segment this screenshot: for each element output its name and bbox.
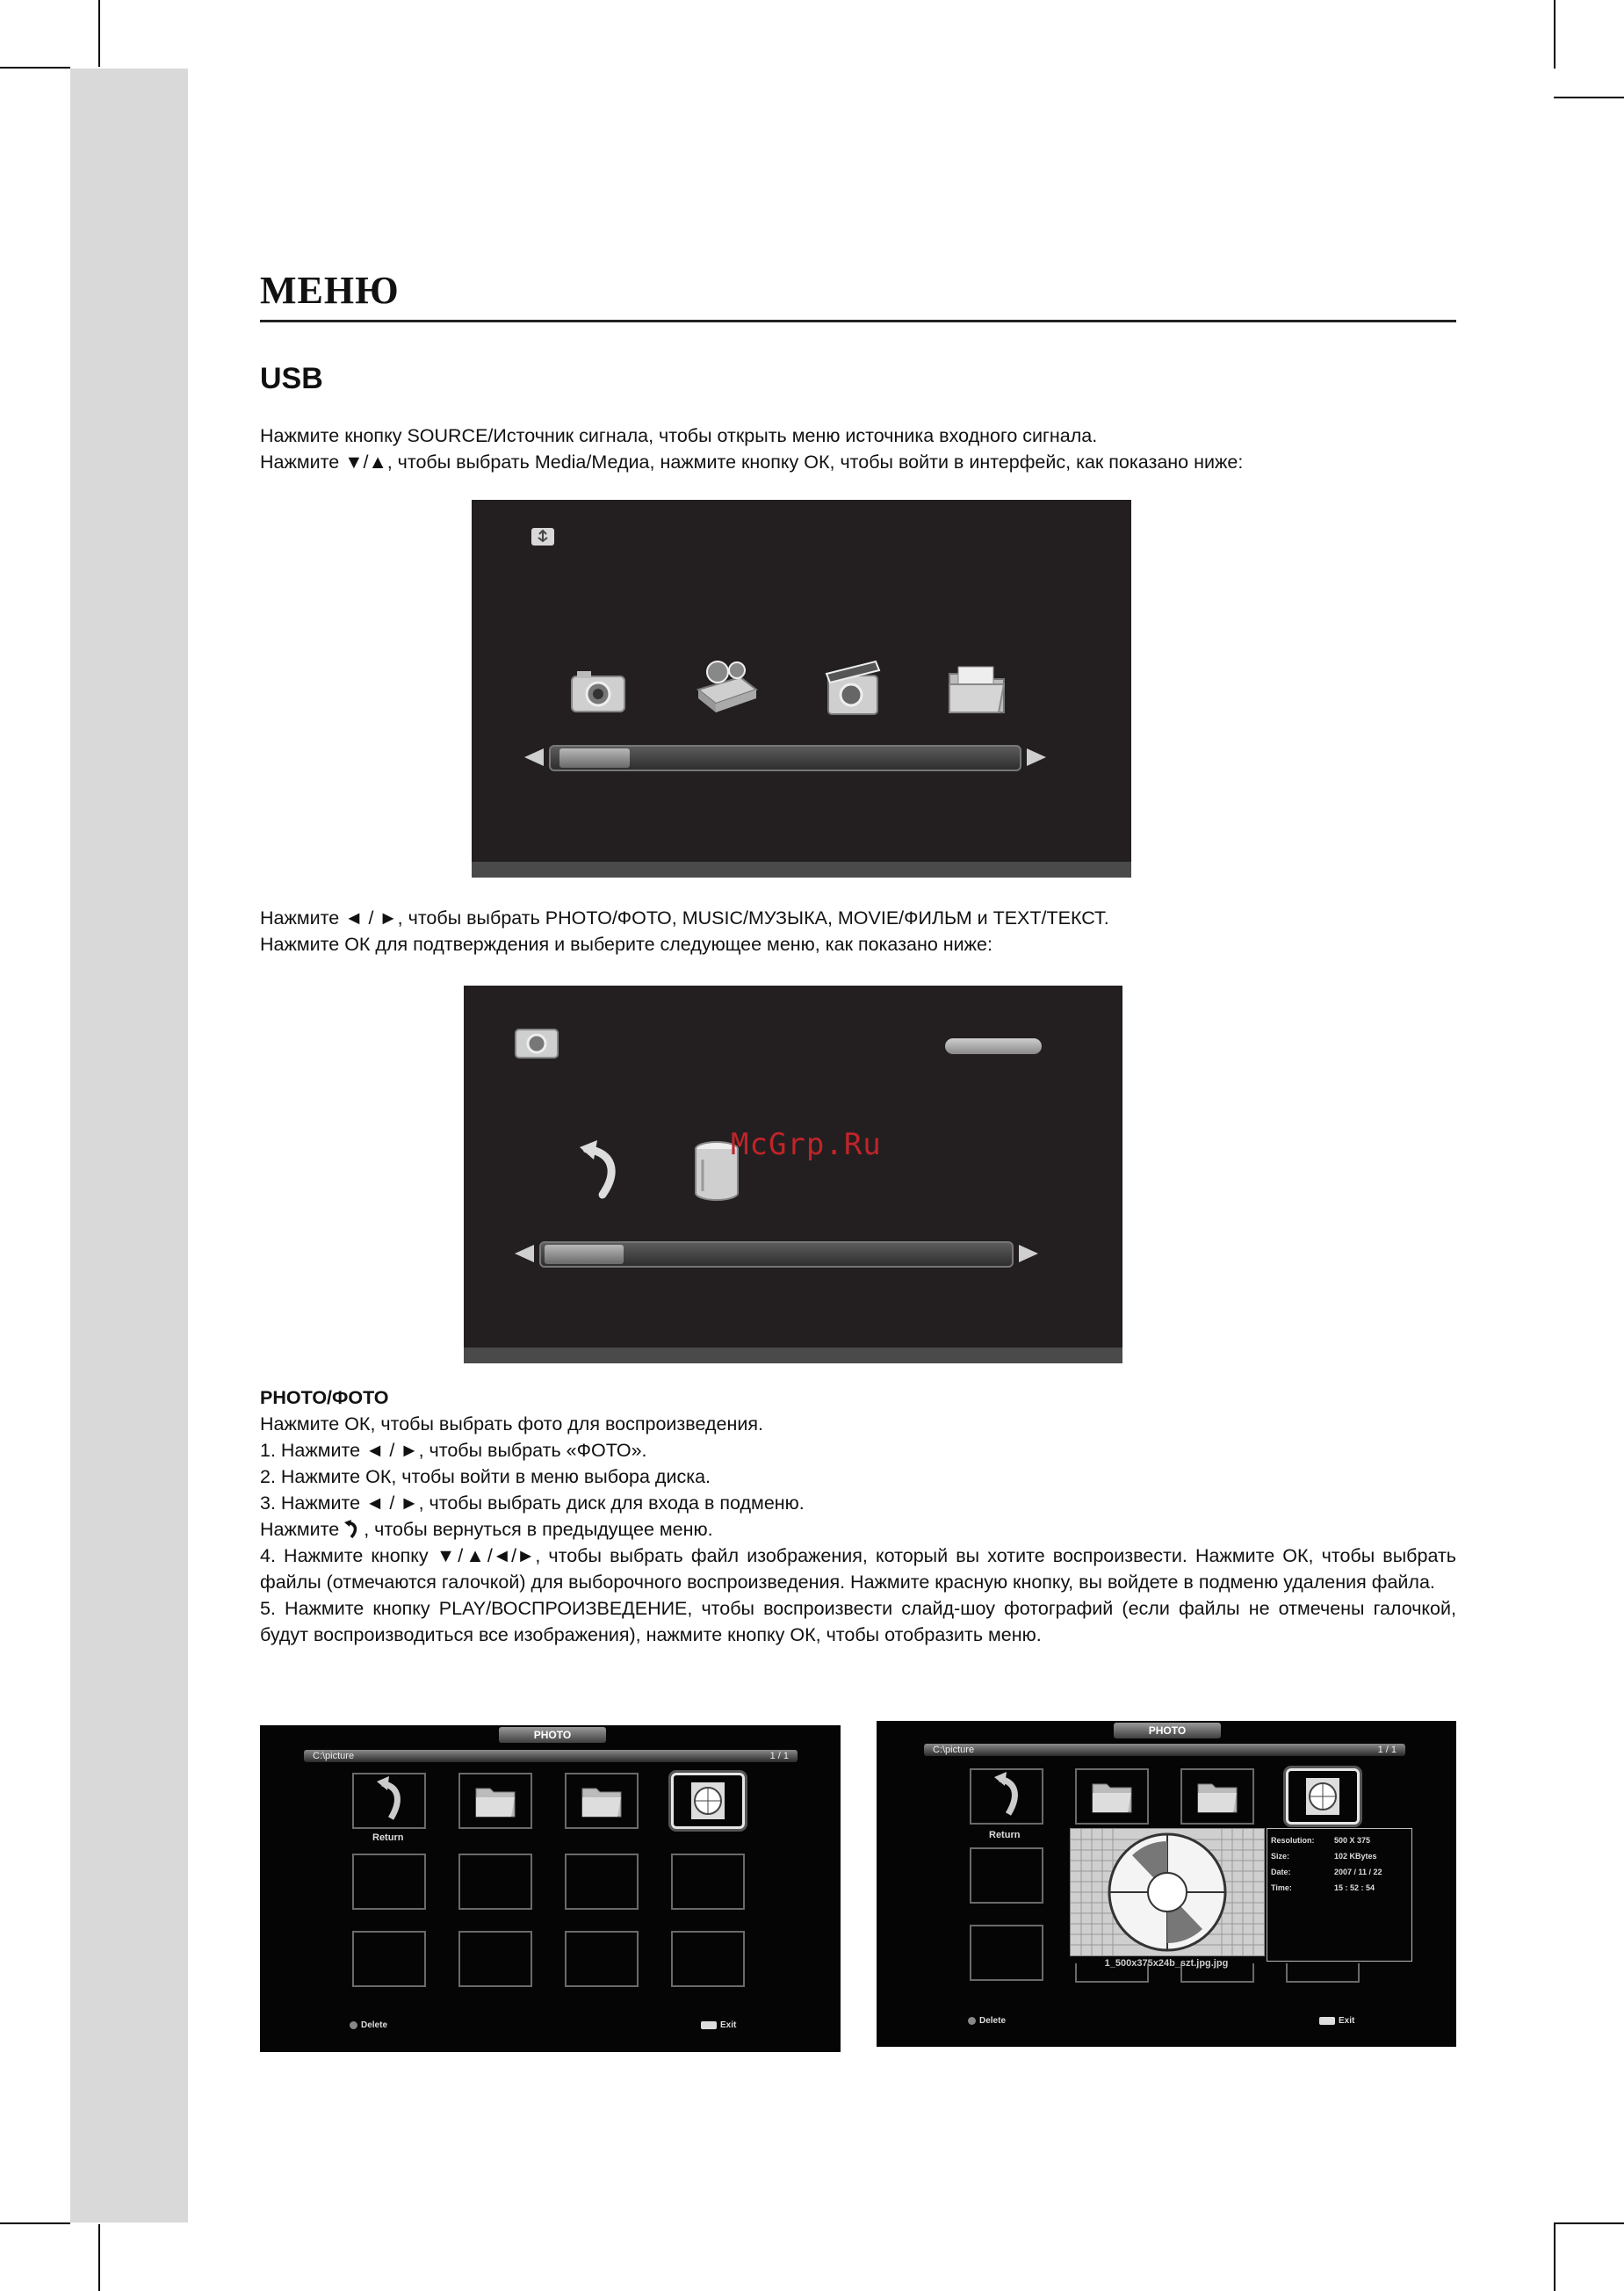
return-prefix: Нажмите — [260, 1519, 340, 1540]
return-arrow-icon — [354, 1774, 424, 1827]
instruction-step-4: 4. Нажмите кнопку ▼/▲/◄/►, чтобы выбрать файл изображения, который вы хотите воспроизвести. Нажмите ОК, чтобы выбрать файлы (отмечаются галочкой) для выборочного воспроизведения. Нажмите красную кнопку, вы войдете в подменю удаления файла. — [260, 1545, 1456, 1593]
info-label: Size: — [1271, 1852, 1290, 1861]
info-value: 15 : 52 : 54 — [1334, 1883, 1375, 1892]
empty-cell[interactable] — [352, 1854, 426, 1910]
watermark: McGrp.Ru — [731, 1127, 882, 1162]
return-arrow-icon — [971, 1770, 1042, 1823]
return-suffix: , чтобы вернуться в предыдущее меню. — [364, 1519, 713, 1540]
folder-cell[interactable] — [458, 1773, 532, 1829]
info-label: Time: — [1271, 1883, 1292, 1892]
empty-cell[interactable] — [352, 1931, 426, 1987]
crop-mark — [0, 67, 70, 69]
scroll-right-arrow[interactable] — [1019, 1245, 1038, 1262]
title-divider — [260, 320, 1456, 322]
instruction-line: 1. Нажмите ◄ / ►, чтобы выбрать «ФОТО». — [260, 1440, 647, 1461]
photo-header: PHOTO — [1114, 1723, 1221, 1738]
empty-cell[interactable] — [565, 1854, 639, 1910]
scroll-knob[interactable] — [545, 1245, 624, 1264]
empty-cell-partial[interactable] — [1286, 1963, 1360, 1983]
info-resolution-row — [1271, 1836, 1371, 1845]
image-file-cell-selected[interactable] — [671, 1773, 745, 1829]
folder-cell[interactable] — [565, 1773, 639, 1829]
screen-bottom-strip — [472, 862, 1131, 878]
photo-camera-icon[interactable] — [568, 664, 628, 717]
instruction-step-5: 5. Нажмите кнопку PLAY/ВОСПРОИЗВЕДЕНИЕ, чтобы воспроизвести слайд-шоу фотографий (если файлы не отмечены галочкой, будут воспроизводиться все изображения), нажмите кнопку ОК, чтобы отобразить меню. — [260, 1598, 1456, 1645]
empty-cell[interactable] — [671, 1931, 745, 1987]
music-projector-icon[interactable] — [691, 658, 761, 718]
path-label: C:\picture — [933, 1745, 975, 1755]
empty-cell[interactable] — [970, 1847, 1043, 1904]
crop-mark — [98, 2224, 100, 2291]
red-button-icon — [968, 2017, 976, 2025]
path-bar — [304, 1750, 798, 1762]
page-title: МЕНЮ — [260, 269, 400, 312]
exit-hint — [1319, 2016, 1354, 2026]
scroll-knob[interactable] — [559, 748, 630, 768]
path-bar — [924, 1744, 1405, 1756]
image-file-cell-selected[interactable] — [1286, 1768, 1360, 1825]
scroll-left-arrow[interactable] — [524, 748, 544, 766]
folder-icon — [1077, 1770, 1147, 1823]
text-folder-icon[interactable] — [946, 661, 1007, 716]
return-arrow-icon — [344, 1520, 358, 1539]
return-label: Return — [372, 1832, 404, 1843]
info-value: 500 X 375 — [1334, 1836, 1371, 1845]
image-thumbnail-icon — [1288, 1771, 1357, 1822]
media-menu-screen — [472, 500, 1131, 878]
disk-scrollbar[interactable] — [539, 1241, 1014, 1268]
instruction-line: Нажмите ◄ / ►, чтобы выбрать PHOTO/ФОТО, MUSIC/МУЗЫКА, MOVIE/ФИЛЬМ и TEXT/ТЕКСТ. — [260, 907, 1109, 929]
photo-browser-screen — [260, 1725, 841, 2052]
delete-hint — [968, 2016, 1006, 2026]
info-value: 102 KBytes — [1334, 1852, 1377, 1861]
info-label: Resolution: — [1271, 1836, 1315, 1845]
info-size-row — [1271, 1852, 1377, 1861]
usb-icon — [530, 524, 556, 549]
photo-heading: PHOTO/ФОТО — [260, 1387, 389, 1408]
disk-select-screen — [464, 986, 1122, 1363]
folder-icon — [567, 1774, 637, 1827]
exit-key-icon — [1319, 2017, 1335, 2025]
intro-line: Нажмите ▼/▲, чтобы выбрать Media/Медиа, нажмите кнопку ОК, чтобы войти в интерфейс, как показано ниже: — [260, 452, 1244, 473]
folder-icon — [460, 1774, 531, 1827]
intro-line: Нажмите кнопку SOURCE/Источник сигнала, чтобы открыть меню источника входного сигнала. — [260, 425, 1098, 446]
empty-cell[interactable] — [565, 1931, 639, 1987]
empty-cell[interactable] — [458, 1931, 532, 1987]
delete-label: Delete — [979, 2016, 1007, 2026]
instruction-line: Нажмите ОК для подтверждения и выберите следующее меню, как показано ниже: — [260, 934, 992, 955]
return-arrow-icon[interactable] — [578, 1140, 622, 1202]
movie-clapper-icon[interactable] — [825, 658, 883, 718]
crop-mark — [1554, 97, 1624, 98]
section-title: USB — [260, 362, 323, 395]
info-time-row — [1271, 1883, 1375, 1892]
crop-mark — [1554, 2224, 1555, 2291]
page-counter: 1 / 1 — [769, 1751, 789, 1761]
crop-mark — [1554, 2222, 1624, 2224]
screen-bottom-strip — [464, 1348, 1122, 1363]
after-screen1-paragraph — [260, 905, 1109, 958]
delete-hint — [350, 2020, 387, 2030]
intro-paragraph — [260, 423, 1243, 475]
status-pill — [945, 1038, 1042, 1054]
exit-label: Exit — [720, 2020, 737, 2030]
page-counter: 1 / 1 — [1377, 1745, 1397, 1755]
preview-filename: 1_500x375x24b_szt.jpg.jpg — [1104, 1958, 1229, 1969]
instruction-line: 2. Нажмите ОК, чтобы войти в меню выбора диска. — [260, 1466, 711, 1487]
image-info-panel — [1267, 1828, 1412, 1962]
crop-mark — [98, 0, 100, 67]
empty-cell[interactable] — [458, 1854, 532, 1910]
red-button-icon — [350, 2021, 357, 2029]
info-date-row — [1271, 1868, 1382, 1876]
test-pattern-image — [1071, 1829, 1264, 1955]
media-scrollbar[interactable] — [549, 745, 1021, 771]
crop-mark — [1554, 0, 1555, 69]
delete-label: Delete — [361, 2020, 388, 2030]
page-sidebar — [70, 69, 188, 2222]
empty-cell[interactable] — [970, 1925, 1043, 1981]
folder-icon — [1182, 1770, 1252, 1823]
exit-hint — [701, 2020, 736, 2030]
exit-key-icon — [701, 2021, 717, 2029]
exit-label: Exit — [1339, 2016, 1355, 2026]
folder-cell[interactable] — [1075, 1768, 1149, 1825]
instruction-line: 3. Нажмите ◄ / ►, чтобы выбрать диск для входа в подменю. — [260, 1492, 805, 1514]
image-preview — [1070, 1828, 1265, 1956]
instruction-line — [260, 1516, 1456, 1543]
scroll-left-arrow[interactable] — [515, 1245, 534, 1262]
return-cell[interactable] — [970, 1768, 1043, 1825]
folder-cell[interactable] — [1180, 1768, 1254, 1825]
photo-instructions — [260, 1384, 1456, 1648]
info-value: 2007 / 11 / 22 — [1334, 1868, 1382, 1876]
crop-mark — [0, 2222, 70, 2224]
photo-header: PHOTO — [499, 1727, 606, 1743]
scroll-right-arrow[interactable] — [1027, 748, 1046, 766]
info-label: Date: — [1271, 1868, 1291, 1876]
path-label: C:\picture — [313, 1751, 355, 1761]
empty-cell[interactable] — [671, 1854, 745, 1910]
instruction-line: Нажмите ОК, чтобы выбрать фото для воспроизведения. — [260, 1413, 763, 1435]
return-label: Return — [989, 1830, 1021, 1840]
photo-camera-icon — [513, 1021, 560, 1061]
image-thumbnail-icon — [674, 1775, 742, 1826]
return-cell[interactable] — [352, 1773, 426, 1829]
photo-preview-screen — [877, 1721, 1456, 2047]
